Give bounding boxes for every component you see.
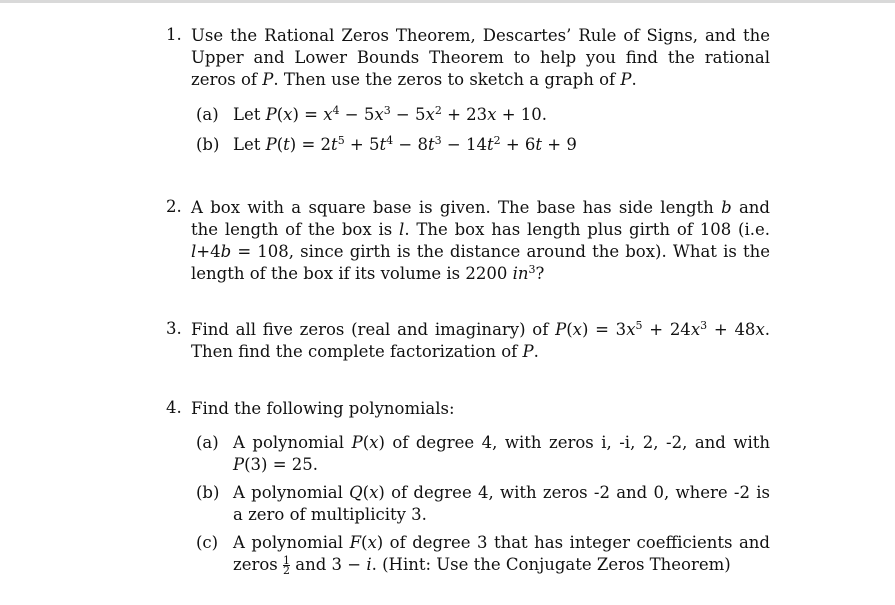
part-text: A polynomial Q(x) of degree 4, with zeros -2 and 0, where -2 is a zero of multiplicity 3.: [233, 483, 770, 524]
problem-text: A box with a square base is given. The base has side length b and the length of the box is l. The box has length plus girth of 108 (i.e. l+4b = 108, since girth is the distance around the box). What is the length of the box if its volume is 2200 $in^3$?: [191, 198, 770, 283]
problem-1: [166, 25, 770, 156]
fraction-one-half: $\frac{1}{2}$: [283, 554, 290, 577]
problem-number: 2.: [166, 197, 182, 216]
problem-3: [166, 319, 770, 363]
part-text: Let $P(t) = 2t^5 + 5t^4 - 8t^3 - 14t^2 + 6t + 9$: [233, 134, 577, 154]
problem-4-part-b: [196, 482, 770, 526]
problem-number: 3.: [166, 319, 182, 338]
problem-text: Find the following polynomials:: [191, 399, 455, 418]
part-label: (c): [196, 533, 219, 552]
problem-4-part-a: [196, 432, 770, 476]
problem-1-part-b: [196, 134, 770, 156]
problem-text: Find all five zeros (real and imaginary) of $P(x) = 3x^5 + 24x^3 + 48x$. Then find the complete factorization of P.: [191, 319, 770, 361]
problem-number: 1.: [166, 25, 182, 44]
part-text: Let $P(x) = x^4 - 5x^3 - 5x^2 + 23x + 10$.: [233, 104, 548, 124]
part-text: A polynomial P(x) of degree 4, with zeros i, -i, 2, -2, and with P(3) = 25.: [233, 433, 770, 474]
part-label: (b): [196, 483, 220, 502]
problem-1-part-a: [196, 104, 770, 126]
part-text: A polynomial F(x) of degree 3 that has integer coefficients and zeros $\frac{1}{2}$ and 3 − i. (Hint: Use the Conjugate Zeros Theorem): [233, 533, 770, 577]
problem-2: [166, 197, 770, 285]
problem-text: Use the Rational Zeros Theorem, Descartes’ Rule of Signs, and the Upper and Lower Bounds Theorem to help you find the rational zeros of P. Then use the zeros to sketch a graph of P.: [191, 26, 770, 89]
part-label: (a): [196, 105, 219, 124]
top-border: [0, 0, 895, 3]
problem-4-part-c: [196, 532, 770, 576]
problem-number: 4.: [166, 398, 182, 417]
part-label: (b): [196, 135, 220, 154]
part-label: (a): [196, 433, 219, 452]
problem-4: [166, 398, 770, 576]
